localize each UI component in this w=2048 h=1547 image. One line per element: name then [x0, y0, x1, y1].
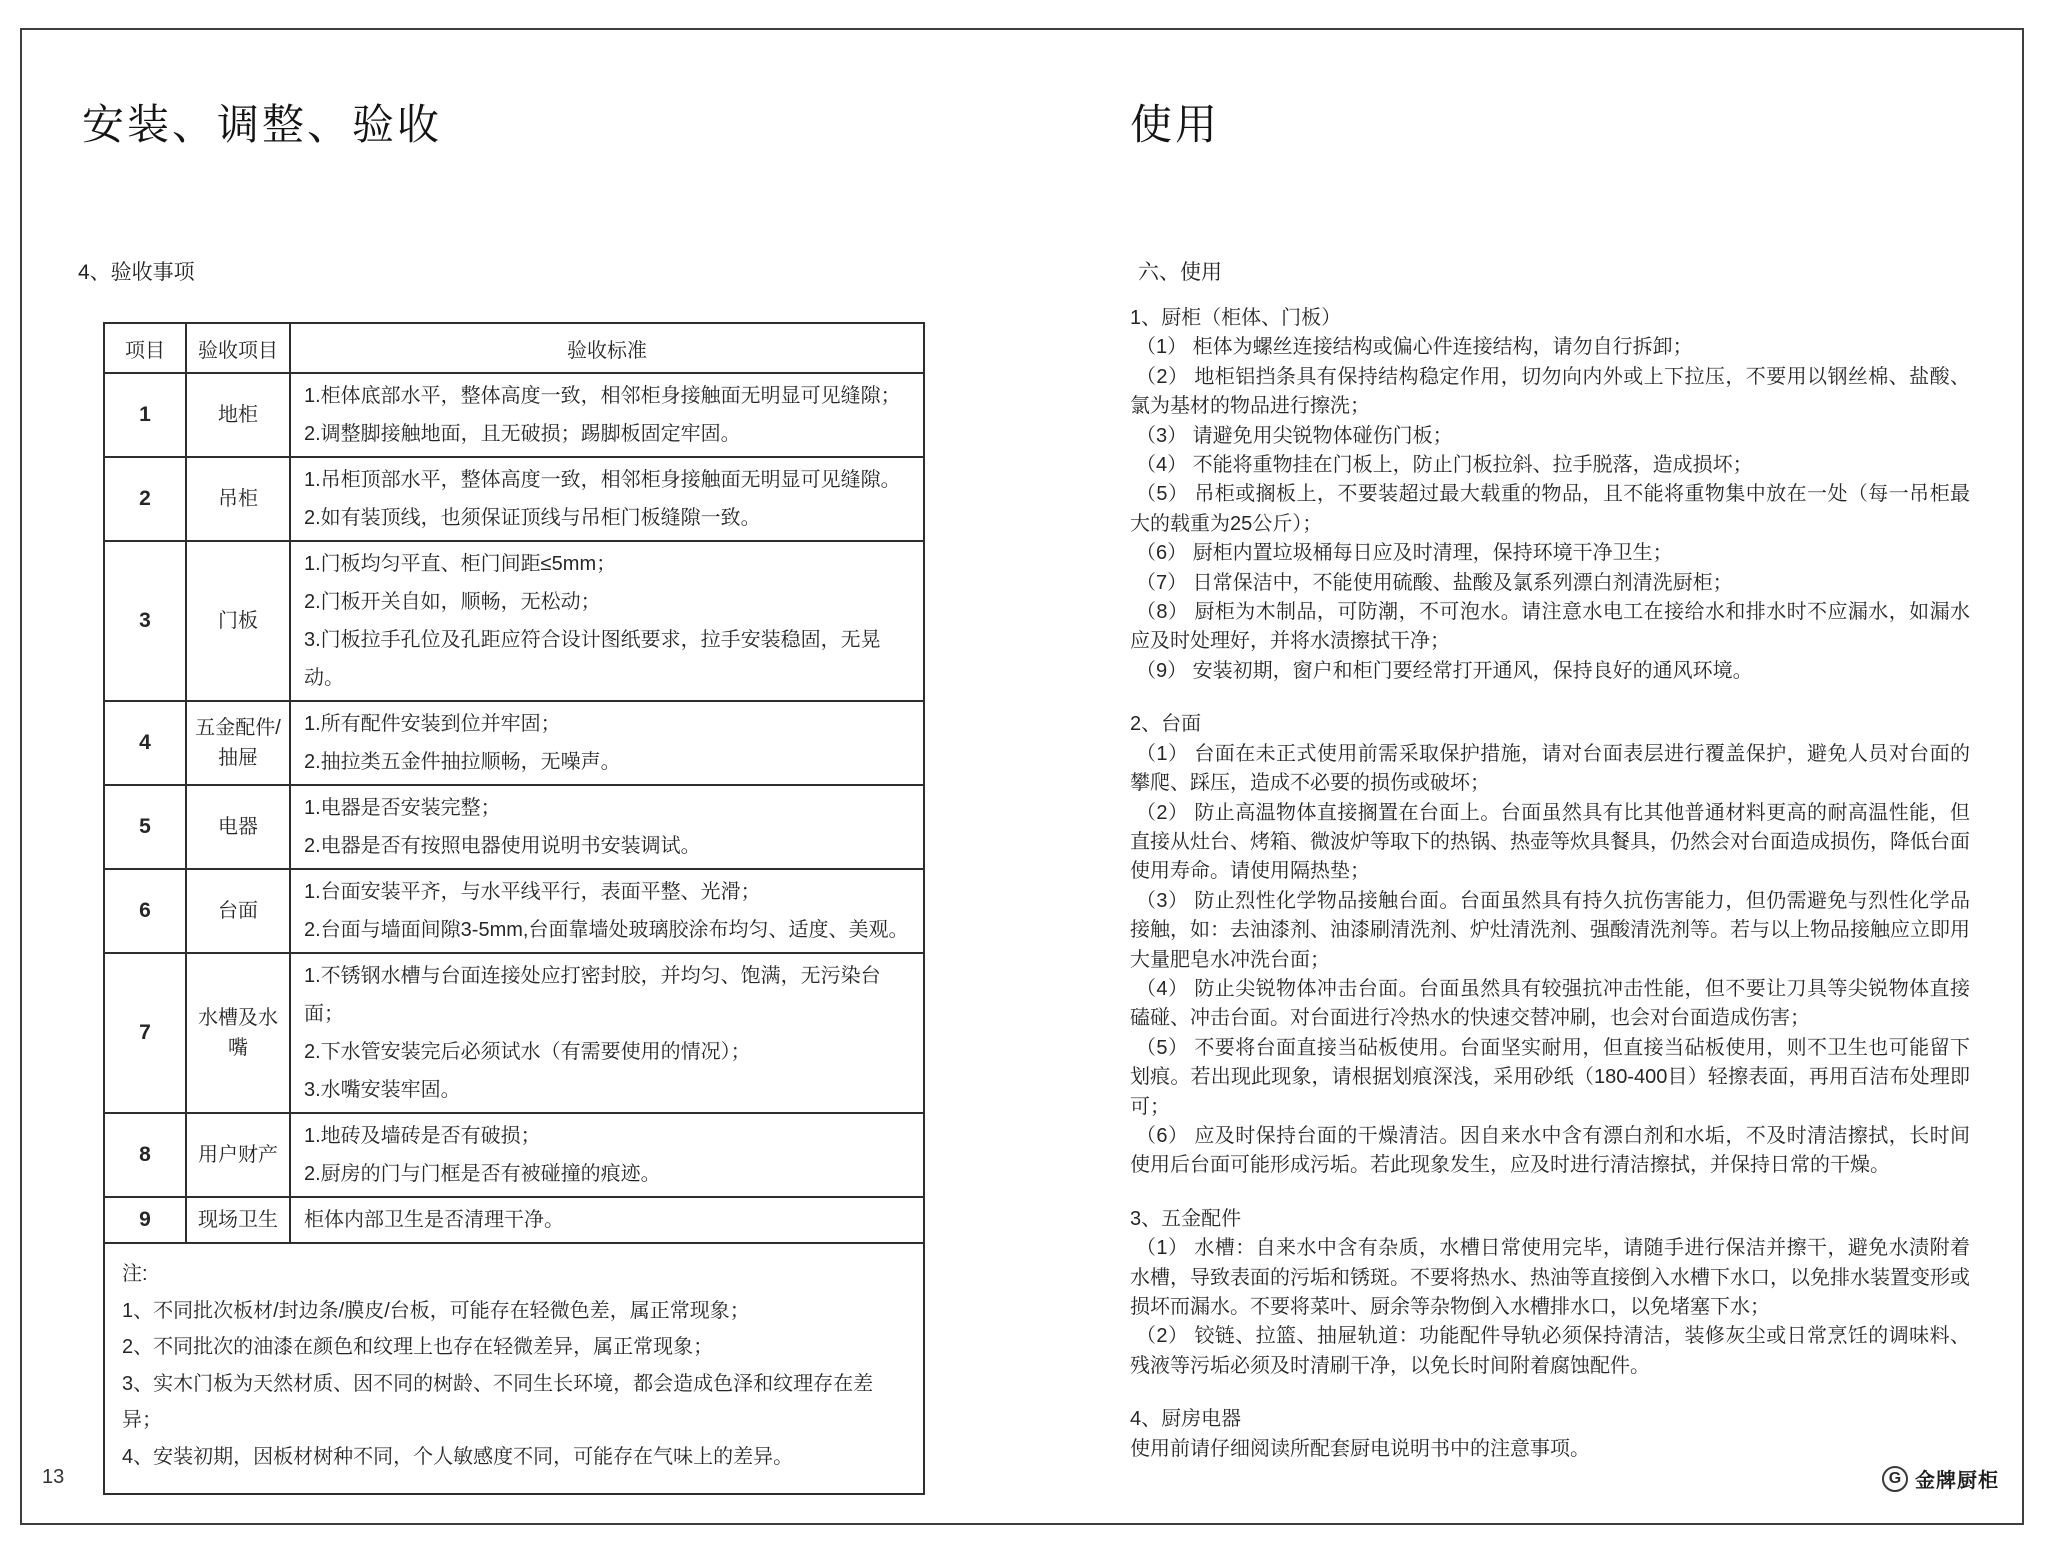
- usage-item: （6） 厨柜内置垃圾桶每日应及时清理，保持环境干净卫生；: [1136, 542, 1673, 565]
- criteria-line: 1.吊柜顶部水平，整体高度一致，相邻柜身接触面无明显可见缝隙。: [304, 469, 901, 491]
- note-line: 1、不同批次板材/封边条/膜皮/台板，可能存在轻微色差，属正常现象；: [122, 1299, 750, 1322]
- usage-item: （2） 防止高温物体直接搁置在台面上。台面虽然具有比其他普通材料更高的耐高温性能，但直接从灶台、烤箱、微波炉等取下的热锅、热壶等炊具餐具，仍然会对台面造成损伤，降低台面使用寿命。请使用隔热垫；: [1130, 801, 1970, 883]
- table-notes-cell: [104, 1243, 924, 1494]
- criteria-line: 2.电器是否有按照电器使用说明书安装调试。: [304, 835, 701, 857]
- row-criteria: [290, 457, 924, 541]
- row-item-name: 地柜: [186, 373, 290, 457]
- row-criteria: [290, 869, 924, 953]
- row-criteria: [290, 541, 924, 701]
- note-line: 3、实木门板为天然材质、因不同的树龄、不同生长环境，都会造成色泽和纹理存在差异；: [122, 1372, 874, 1431]
- criteria-line: 2.如有装顶线，也须保证顶线与吊柜门板缝隙一致。: [304, 507, 761, 529]
- usage-item: （4） 不能将重物挂在门板上，防止门板拉斜、拉手脱落，造成损坏；: [1136, 454, 1753, 477]
- header-item-no: 项目: [104, 323, 186, 373]
- criteria-line: 2.抽拉类五金件抽拉顺畅，无噪声。: [304, 751, 621, 773]
- row-item-no: 6: [104, 869, 186, 953]
- table-row: [104, 541, 924, 701]
- row-item-no: 3: [104, 541, 186, 701]
- criteria-line: 柜体内部卫生是否清理干净。: [304, 1209, 564, 1231]
- criteria-line: 2.厨房的门与门框是否有被碰撞的痕迹。: [304, 1163, 661, 1185]
- usage-item: （6） 应及时保持台面的干燥清洁。因自来水中含有漂白剂和水垢，不及时清洁擦拭，长时间使用后台面可能形成污垢。若此现象发生，应及时进行清洁擦拭，并保持日常的干燥。: [1130, 1124, 1970, 1177]
- header-criteria: 验收标准: [290, 323, 924, 373]
- acceptance-table-head: [104, 323, 924, 373]
- usage-item: （5） 吊柜或搁板上，不要装超过最大载重的物品，且不能将重物集中放在一处（每一吊柜最大的载重为25公斤）；: [1130, 483, 1970, 535]
- usage-item: （1） 柜体为螺丝连接结构或偏心件连接结构，请勿自行拆卸；: [1136, 336, 1693, 359]
- criteria-line: 1.台面安装平齐，与水平线平行，表面平整、光滑；: [304, 881, 761, 903]
- header-item-name: 验收项目: [186, 323, 290, 373]
- criteria-line: 1.柜体底部水平，整体高度一致，相邻柜身接触面无明显可见缝隙；: [304, 385, 901, 407]
- table-row: [104, 701, 924, 785]
- acceptance-section-label: 4、验收事项: [78, 261, 195, 284]
- usage-section-heading: 4、厨房电器: [1130, 1408, 1242, 1431]
- table-row: [104, 869, 924, 953]
- row-item-name: 现场卫生: [186, 1197, 290, 1243]
- table-row: [104, 785, 924, 869]
- row-item-no: 5: [104, 785, 186, 869]
- row-criteria: [290, 373, 924, 457]
- table-row: [104, 953, 924, 1113]
- row-criteria: [290, 701, 924, 785]
- usage-item: （1） 水槽：自来水中含有杂质，水槽日常使用完毕，请随手进行保洁并擦干，避免水渍附着水槽，导致表面的污垢和锈斑。不要将热水、热油等直接倒入水槽下水口，以免排水装置变形或损坏而漏水。不要将菜叶、厨余等杂物倒入水槽排水口，以免堵塞下水；: [1130, 1237, 1970, 1318]
- row-item-name: 门板: [186, 541, 290, 701]
- table-row: [104, 1197, 924, 1243]
- criteria-line: 2.下水管安装完后必须试水（有需要使用的情况）；: [304, 1041, 751, 1063]
- row-item-no: 2: [104, 457, 186, 541]
- table-row: [104, 373, 924, 457]
- table-notes-row: [104, 1243, 924, 1494]
- usage-section: [1130, 1405, 1970, 1464]
- table-row: [104, 1113, 924, 1197]
- table-header-row: [104, 323, 924, 373]
- row-criteria: [290, 953, 924, 1113]
- row-item-no: 9: [104, 1197, 186, 1243]
- usage-item: （4） 防止尖锐物体冲击台面。台面虽然具有较强抗冲击性能，但不要让刀具等尖锐物体直接磕碰、冲击台面。对台面进行冷热水的快速交替冲刷，也会对台面造成伤害；: [1130, 977, 1970, 1030]
- page-number: 13: [42, 1466, 65, 1488]
- row-item-name: 水槽及水嘴: [186, 953, 290, 1113]
- usage-item: （3） 请避免用尖锐物体碰伤门板；: [1136, 424, 1453, 447]
- usage-section-heading: 3、五金配件: [1130, 1207, 1242, 1230]
- usage-section: [1130, 304, 1970, 686]
- usage-item: （1） 台面在未正式使用前需采取保护措施，请对台面表层进行覆盖保护，避免人员对台面的攀爬、踩压，造成不必要的损伤或破坏；: [1130, 742, 1970, 795]
- criteria-line: 2.门板开关自如，顺畅，无松动；: [304, 591, 601, 613]
- acceptance-table-body: [104, 373, 924, 1494]
- row-item-name: 吊柜: [186, 457, 290, 541]
- usage-section-label: 六、使用: [1138, 261, 1222, 284]
- usage-item: 使用前请仔细阅读所配套厨电说明书中的注意事项。: [1130, 1437, 1590, 1460]
- row-item-no: 1: [104, 373, 186, 457]
- criteria-line: 1.门板均匀平直、柜门间距≤5mm；: [304, 553, 617, 575]
- row-item-name: 电器: [186, 785, 290, 869]
- brand-name: 金牌厨柜: [1915, 1470, 1999, 1492]
- criteria-line: 1.地砖及墙砖是否有破损；: [304, 1125, 541, 1147]
- row-criteria: [290, 785, 924, 869]
- acceptance-table: [103, 322, 925, 1495]
- row-item-no: 8: [104, 1113, 186, 1197]
- criteria-line: 1.电器是否安装完整；: [304, 797, 501, 819]
- row-criteria: [290, 1113, 924, 1197]
- criteria-line: 2.调整脚接触地面，且无破损；踢脚板固定牢固。: [304, 423, 741, 445]
- criteria-line: 1.不锈钢水槽与台面连接处应打密封胶，并均匀、饱满，无污染台面；: [304, 965, 881, 1025]
- usage-section: [1130, 710, 1970, 1181]
- table-row: [104, 457, 924, 541]
- usage-item: （8） 厨柜为木制品，可防潮，不可泡水。请注意水电工在接给水和排水时不应漏水，如漏水应及时处理好，并将水渍擦拭干净；: [1130, 601, 1970, 653]
- row-item-no: 7: [104, 953, 186, 1113]
- left-page-title: 安装、调整、验收: [82, 101, 443, 148]
- note-line: 2、不同批次的油漆在颜色和纹理上也存在轻微差异，属正常现象；: [122, 1336, 714, 1358]
- row-criteria: [290, 1197, 924, 1243]
- usage-item: （9） 安装初期，窗户和柜门要经常打开通风，保持良好的通风环境。: [1136, 659, 1753, 682]
- usage-item: （7） 日常保洁中，不能使用硫酸、盐酸及氯系列漂白剂清洗厨柜；: [1136, 571, 1733, 594]
- usage-item: （5） 不要将台面直接当砧板使用。台面坚实耐用，但直接当砧板使用，则不卫生也可能留下划痕。若出现此现象，请根据划痕深浅，采用砂纸（180-400目）轻擦表面，再用百洁布处理即可；: [1130, 1036, 1970, 1118]
- usage-body: [1130, 304, 1970, 1488]
- right-page-title: 使用: [1130, 101, 1221, 148]
- brand-logo-icon: G: [1882, 1466, 1908, 1492]
- notes-label: 注:: [122, 1263, 148, 1285]
- brand-logo: [1882, 1464, 1999, 1493]
- usage-item: （2） 地柜铝挡条具有保持结构稳定作用，切勿向内外或上下拉压，不要用以钢丝棉、盐酸、氯为基材的物品进行擦洗；: [1130, 365, 1970, 418]
- criteria-line: 3.门板拉手孔位及孔距应符合设计图纸要求，拉手安装稳固，无晃动。: [304, 629, 881, 689]
- note-line: 4、安装初期，因板材树种不同，个人敏感度不同，可能存在气味上的差异。: [122, 1445, 794, 1468]
- usage-section: [1130, 1205, 1970, 1381]
- usage-item: （2） 铰链、拉篮、抽屉轨道：功能配件导轨必须保持清洁，装修灰尘或日常烹饪的调味料、残液等污垢必须及时清刷干净，以免长时间附着腐蚀配件。: [1130, 1325, 1970, 1377]
- usage-section-heading: 1、厨柜（柜体、门板）: [1130, 307, 1342, 329]
- row-item-name: 台面: [186, 869, 290, 953]
- criteria-line: 2.台面与墙面间隙3-5mm,台面靠墙处玻璃胶涂布均匀、适度、美观。: [304, 919, 909, 941]
- row-item-name: 用户财产: [186, 1113, 290, 1197]
- row-item-name: 五金配件/抽屉: [186, 701, 290, 785]
- criteria-line: 3.水嘴安装牢固。: [304, 1079, 461, 1101]
- usage-item: （3） 防止烈性化学物品接触台面。台面虽然具有持久抗伤害能力，但仍需避免与烈性化学品接触，如：去油漆剂、油漆刷清洗剂、炉灶清洗剂、强酸清洗剂等。若与以上物品接触应立即用大量肥皂水冲洗台面；: [1130, 889, 1970, 971]
- criteria-line: 1.所有配件安装到位并牢固；: [304, 713, 561, 735]
- row-item-no: 4: [104, 701, 186, 785]
- usage-section-heading: 2、台面: [1130, 713, 1202, 736]
